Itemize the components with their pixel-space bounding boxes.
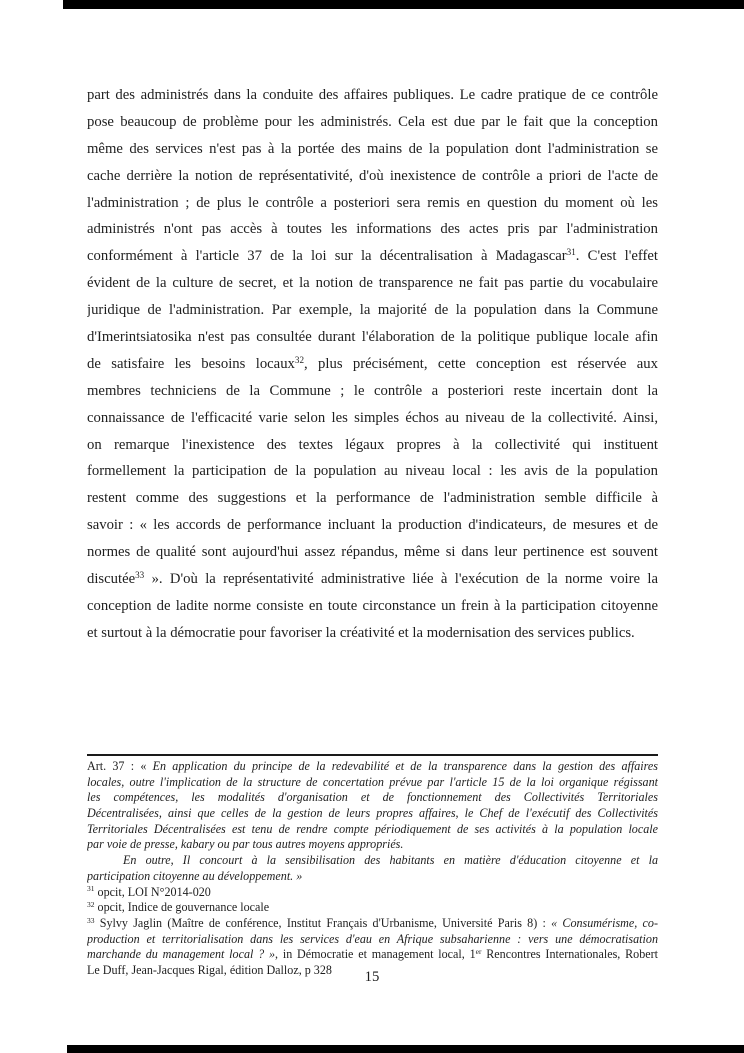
text-segment: de satisfaire les besoins locaux <box>87 355 295 372</box>
body-line <box>87 485 658 512</box>
bottom-scan-edge-bar <box>67 1045 744 1053</box>
text-segment: normes de qualité sont aujourd'hui assez répandus, même si dans leur pertinence est souvent <box>87 544 658 561</box>
body-line <box>87 243 658 270</box>
footnote-line <box>87 775 658 791</box>
body-line <box>87 270 658 297</box>
page-number: 15 <box>364 969 380 985</box>
text-segment: cache derrière la notion de représentativité, d'où inexistence de contrôle a priori de l'acte de <box>87 167 658 184</box>
text-segment: , in Démocratie et management local, 1 <box>275 947 476 962</box>
text-segment: Le Duff, Jean-Jacques Rigal, édition Dalloz, p 328 <box>87 962 332 977</box>
footnote-line <box>87 869 658 885</box>
body-line <box>87 566 658 593</box>
text-segment: , plus précisément, cette conception est réservée aux <box>304 355 658 372</box>
body-line <box>87 82 658 109</box>
text-segment: marchande du management local ? » <box>87 947 276 962</box>
footnote-line <box>87 947 658 963</box>
footnote-line <box>87 822 658 838</box>
text-segment: Décentralisées, ainsi que celles de la gestion de leurs propres affaires, le Chef de l'exécutif des Collectivités <box>87 806 658 821</box>
footnote-reference-mark: 32 <box>294 354 305 365</box>
text-segment: par voie de presse, kabary ou par tous autres moyens appropriés. <box>87 837 404 852</box>
body-line <box>87 216 658 243</box>
footnote-line <box>87 759 658 775</box>
footnote-reference-mark: 31 <box>87 884 95 894</box>
body-line <box>87 620 658 647</box>
text-segment: En outre, Il concourt à la sensibilisation des habitants en matière d'éducation citoyenne et la <box>123 853 658 868</box>
text-segment: ». D'où la représentativité administrative liée à l'exécution de la norme voire la <box>144 571 658 588</box>
footnote-separator-rule <box>87 754 658 756</box>
footnote-line <box>87 790 658 806</box>
body-line <box>87 458 658 485</box>
text-segment: évident de la culture de secret, et la notion de transparence ne fait pas partie du vocabulaire <box>87 275 658 292</box>
text-segment: conception de ladite norme consiste en toute circonstance un frein à la participation citoyenne <box>87 597 658 614</box>
text-segment: Rencontres Internationales, Robert <box>481 947 658 962</box>
body-line <box>87 432 658 459</box>
footnote-section <box>87 754 658 979</box>
text-segment: part des administrés dans la conduite des affaires publiques. Le cadre pratique de ce contrôle <box>87 87 658 103</box>
text-segment: discutée <box>87 571 136 588</box>
text-segment: opcit, LOI N°2014-020 <box>94 884 211 899</box>
text-segment: membres techniciens de la Commune ; le contrôle a posteriori reste incertain dont la <box>87 382 658 399</box>
text-segment: on remarque l'inexistence des textes légaux propres à la collectivité qui instituent <box>87 436 658 453</box>
text-segment: opcit, Indice de gouvernance locale <box>94 900 270 915</box>
footnote-line <box>87 900 658 916</box>
text-segment: Art. 37 : « <box>87 759 153 773</box>
footnote-line <box>87 885 658 901</box>
footnote-reference-mark: er <box>475 947 482 957</box>
footnote-line <box>87 837 658 853</box>
text-segment: production et territorialisation dans les services d'eau en Afrique subsaharienne : vers une démocratisation <box>87 931 658 946</box>
body-line <box>87 190 658 217</box>
body-line <box>87 297 658 324</box>
text-segment: formellement la participation de la population au niveau local : les avis de la population <box>87 463 658 480</box>
body-line <box>87 378 658 405</box>
text-segment: et surtout à la démocratie pour favoriser la créativité et la modernisation des services publics. <box>87 624 635 641</box>
top-scan-edge-bar <box>63 0 744 9</box>
text-segment: juridique de l'administration. Par exemple, la majorité de la population dans la Commune <box>87 302 658 319</box>
text-segment: administrés n'ont pas accès à toutes les informations des actes pris par l'administration <box>87 221 658 238</box>
body-line <box>87 136 658 163</box>
body-line <box>87 163 658 190</box>
text-segment: pose beaucoup de problème pour les administrés. Cela est due par le fait que la conception <box>87 113 658 130</box>
text-segment: participation citoyenne au développement. » <box>87 868 303 883</box>
body-paragraph <box>87 82 658 647</box>
body-line <box>87 109 658 136</box>
text-segment: locales, outre l'implication de la structure de concertation prévue par l'article 15 de la loi organique régissant <box>87 774 658 789</box>
text-segment: . C'est l'effet <box>575 248 658 265</box>
footnote-reference-mark: 33 <box>135 570 145 581</box>
body-line <box>87 351 658 378</box>
footnote-lines <box>87 759 658 979</box>
footnote-reference-mark: 32 <box>87 900 95 910</box>
body-line <box>87 539 658 566</box>
body-line <box>87 512 658 539</box>
text-segment: l'administration ; de plus le contrôle a posteriori sera remis en question du moment où les <box>87 194 658 211</box>
footnote-line <box>87 916 658 932</box>
text-segment: connaissance de l'efficacité varie selon les simples échos au niveau de la collectivité. Ainsi, <box>87 409 658 426</box>
body-line <box>87 405 658 432</box>
footnote-reference-mark: 33 <box>87 915 95 925</box>
footnote-line <box>87 806 658 822</box>
footnote-line <box>87 853 658 869</box>
body-line <box>87 593 658 620</box>
text-segment: Sylvy Jaglin (Maître de conférence, Institut Français d'Urbanisme, Université Paris 8) : <box>94 915 552 930</box>
text-segment: restent comme des suggestions et la performance de l'administration semble difficile à <box>87 490 658 507</box>
footnote-line <box>87 932 658 948</box>
text-segment: les compétences, les modalités d'organisation et de fonctionnement des Collectivités Territoriales <box>87 790 658 805</box>
text-segment: même des services n'est pas à la portée des mains de la population dont l'administration se <box>87 140 658 157</box>
text-segment: d'Imerintsiatosika n'est pas consultée durant l'élaboration de la politique publique locale afin <box>87 329 658 346</box>
text-segment: « Consumérisme, co- <box>551 915 658 930</box>
text-segment: En application du principe de la redevabilité et de la transparence dans la gestion des affaires <box>152 759 658 773</box>
body-line <box>87 324 658 351</box>
footnote-reference-mark: 31 <box>566 247 576 258</box>
text-segment: Territoriales Décentralisées est tenu de rendre compte périodiquement de ses activités à la population locale <box>87 821 658 836</box>
text-segment: conformément à l'article 37 de la loi sur la décentralisation à Madagascar <box>87 248 567 265</box>
text-segment: savoir : « les accords de performance incluant la production d'indicateurs, de mesures et de <box>87 517 658 534</box>
